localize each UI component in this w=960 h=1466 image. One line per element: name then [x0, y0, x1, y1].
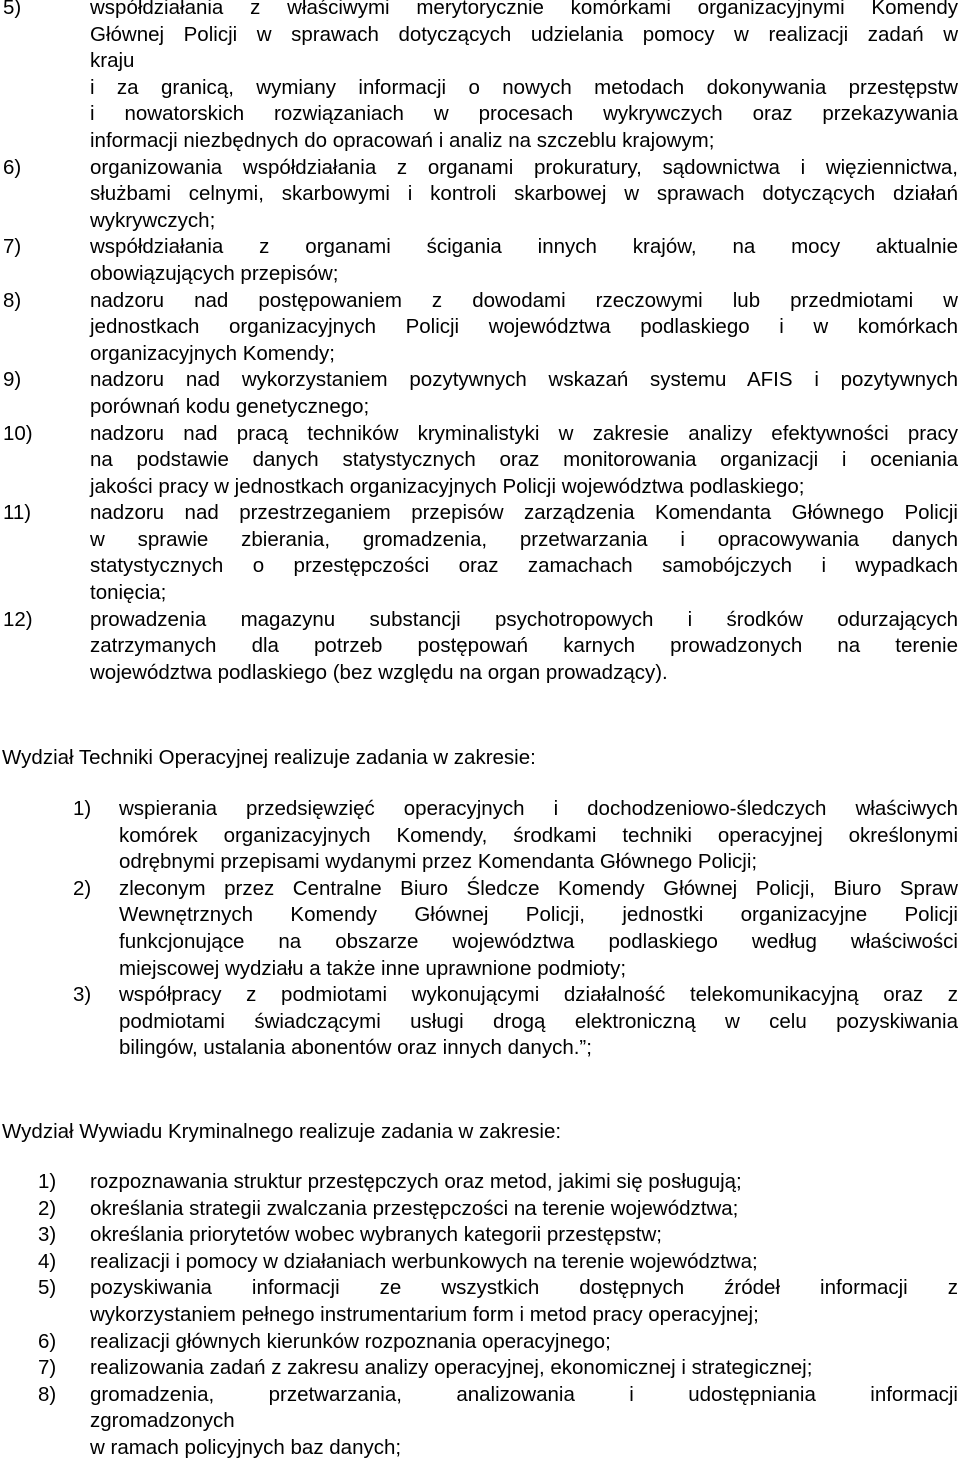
item-text-line: w ramach policyjnych baz danych; [90, 1435, 402, 1459]
item-text-line: informacji niezbędnych do opracowań i analiz na szczeblu krajowym; [90, 128, 715, 152]
item-text-line: wykorzystaniem pełnego instrumentarium form i metod pracy operacyjnej; [90, 1302, 759, 1326]
list-item-7 [0, 234, 958, 287]
item-text-line: realizacji i pomocy w działaniach werbunkowych na terenie województwa; [90, 1249, 758, 1273]
item-number: 10) [3, 421, 33, 445]
item-text-line: służbami celnymi, skarbowymi i kontroli skarbowej w sprawach dotyczących działań [90, 182, 958, 206]
item-text-line: realizacji głównych kierunków rozpoznania operacyjnego; [90, 1329, 611, 1353]
list-item-1 [0, 1169, 958, 1196]
item-text-line: i nowatorskich rozwiązaniach w procesach wykrywczych oraz przekazywania [90, 102, 958, 126]
item-text-line: wykrywczych; [90, 208, 216, 232]
item-number: 12) [3, 607, 33, 631]
list-item-1 [0, 796, 958, 876]
item-text-line: nadzoru nad wykorzystaniem pozytywnych wskazań systemu AFIS i pozytywnych [90, 368, 958, 392]
item-text-line: rozpoznawania struktur przestępczych oraz metod, jakimi się posługują; [90, 1170, 742, 1193]
item-text-line: współpracy z podmiotami wykonującymi działalność telekomunikacyjną oraz z [119, 983, 958, 1007]
item-text-line: zgromadzonych [90, 1409, 235, 1433]
item-text-line: statystycznych o przestępczości oraz zamachach samobójczych i wypadkach [90, 554, 958, 578]
list-item-10 [0, 421, 958, 501]
item-text-line: porównań kodu genetycznego; [90, 394, 370, 418]
item-number: 4) [38, 1249, 57, 1273]
item-text-line: nadzoru nad pracą techników kryminalistyki w zakresie analizy efektywności pracy [90, 421, 958, 445]
list-item-2 [0, 1196, 958, 1223]
item-number: 6) [38, 1329, 57, 1353]
item-text-line: obowiązujących przepisów; [90, 261, 339, 285]
list-item-4 [0, 1249, 958, 1276]
list-item-3 [0, 982, 958, 1062]
list-item-5 [0, 0, 958, 155]
item-number: 6) [3, 155, 22, 179]
item-text-line: jakości pracy w jednostkach organizacyjnych Policji województwa podlaskiego; [90, 474, 805, 498]
list-item-3 [0, 1222, 958, 1249]
item-number: 2) [73, 876, 92, 900]
item-text-line: województwa podlaskiego (bez względu na organ prowadzący). [90, 660, 668, 684]
list-item-5 [0, 1275, 958, 1328]
item-number: 1) [73, 797, 92, 820]
item-text-line: kraju [90, 49, 135, 73]
item-text-line: funkcjonujące na obszarze województwa podlaskiego według właściwości [119, 929, 958, 953]
item-number: 8) [38, 1382, 57, 1406]
item-text-line: nadzoru nad przestrzeganiem przepisów zarządzenia Komendanta Głównego Policji [90, 501, 958, 525]
section-heading-techniki-operacyjnej: Wydział Techniki Operacyjnej realizuje zadania w zakresie: [2, 746, 536, 769]
item-number: 9) [3, 368, 22, 392]
item-text-line: współdziałania z organami ścigania innych krajów, na mocy aktualnie [90, 235, 958, 259]
list-item-7 [0, 1355, 958, 1382]
item-text-line: komórek organizacyjnych Komendy, środkami techniki operacyjnej określonymi [119, 823, 958, 847]
item-number: 8) [3, 288, 22, 312]
item-number: 5) [38, 1276, 57, 1300]
list-item-11 [0, 500, 958, 606]
item-text-line: odrębnymi przepisami wydanymi przez Komendanta Głównego Policji; [119, 850, 758, 874]
item-text-line: prowadzenia magazynu substancji psychotropowych i środków odurzających [90, 607, 958, 631]
item-text-line: realizowania zadań z zakresu analizy operacyjnej, ekonomicznej i strategicznej; [90, 1356, 813, 1380]
item-text-line: w sprawie zbierania, gromadzenia, przetwarzania i opracowywania danych [90, 527, 958, 551]
item-number: 1) [38, 1170, 57, 1193]
list-item-12 [0, 607, 958, 687]
item-text-line: podmiotami świadczącymi usługi drogą elektroniczną w celu pozyskiwania [119, 1009, 958, 1033]
item-text-line: określania priorytetów wobec wybranych kategorii przestępstw; [90, 1223, 662, 1247]
list-item-6 [0, 155, 958, 235]
item-text-line: współdziałania z właściwymi merytorycznie komórkami organizacyjnymi Komendy [90, 0, 958, 19]
list-item-8 [0, 1382, 958, 1462]
item-text-line: na podstawie danych statystycznych oraz monitorowania organizacji i oceniania [90, 448, 958, 472]
item-text-line: miejscowej wydziału a także inne uprawnione podmioty; [119, 956, 627, 980]
list-item-9 [0, 367, 958, 420]
item-number: 5) [3, 0, 22, 19]
list-item-6 [0, 1329, 958, 1356]
item-text-line: bilingów, ustalania abonentów oraz innych danych.”; [119, 1036, 592, 1060]
item-text-line: gromadzenia, przetwarzania, analizowania i udostępniania informacji [90, 1382, 958, 1406]
item-text-line: zatrzymanych dla potrzeb postępowań karnych prowadzonych na terenie [90, 634, 958, 658]
item-number: 3) [38, 1223, 57, 1247]
list-item-8 [0, 288, 958, 368]
item-text-line: nadzoru nad postępowaniem z dowodami rzeczowymi lub przedmiotami w [90, 288, 958, 312]
item-text-line: Głównej Policji w sprawach dotyczących udzielania pomocy w realizacji zadań w [90, 22, 958, 46]
item-text-line: organizowania współdziałania z organami prokuratury, sądownictwa i więziennictwa, [90, 155, 958, 179]
item-text-line: tonięcia; [90, 581, 167, 605]
item-text-line: jednostkach organizacyjnych Policji województwa podlaskiego i w komórkach [90, 315, 958, 339]
item-text-line: Wewnętrznych Komendy Głównej Policji, jednostki organizacyjne Policji [119, 903, 958, 927]
item-number: 2) [38, 1196, 57, 1220]
item-text-line: pozyskiwania informacji ze wszystkich dostępnych źródeł informacji z [90, 1276, 958, 1300]
item-number: 7) [3, 235, 22, 259]
list-item-2 [0, 876, 958, 982]
section-heading-wywiadu-kryminalnego: Wydział Wywiadu Kryminalnego realizuje zadania w zakresie: [2, 1120, 562, 1143]
item-number: 11) [3, 501, 32, 525]
item-text-line: zleconym przez Centralne Biuro Śledcze Komendy Głównej Policji, Biuro Spraw [119, 876, 958, 900]
item-text-line: i za granicą, wymiany informacji o nowych metodach dokonywania przestępstw [90, 75, 958, 99]
item-text-line: wspierania przedsięwzięć operacyjnych i dochodzeniowo-śledczych właściwych [119, 797, 958, 820]
item-number: 7) [38, 1356, 57, 1380]
item-text-line: określania strategii zwalczania przestępczości na terenie województwa; [90, 1196, 739, 1220]
item-text-line: organizacyjnych Komendy; [90, 341, 335, 365]
list-section-2 [0, 796, 958, 1062]
list-section-1 [0, 0, 958, 686]
item-number: 3) [73, 983, 92, 1007]
list-section-3 [0, 1169, 958, 1462]
